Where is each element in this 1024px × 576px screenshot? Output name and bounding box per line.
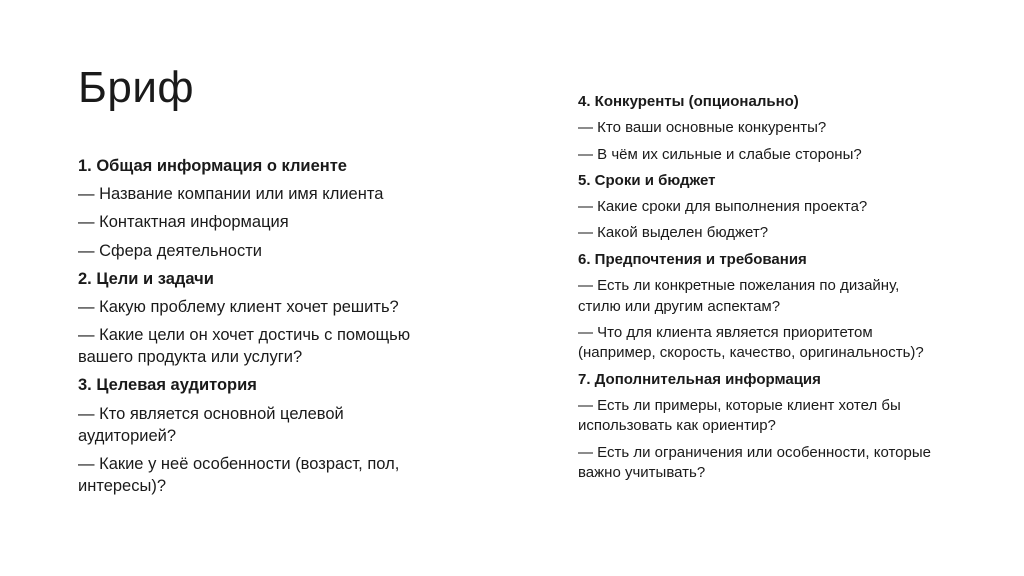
list-item: — Что для клиента является приоритетом (например, скорость, качество, оригинальность)? [578, 323, 924, 362]
list-item: — Есть ли конкретные пожелания по дизайну, стилю или другим аспектам? [578, 277, 900, 315]
list-item: — Название компании или имя клиента [78, 185, 384, 204]
list-item: — Кто ваши основные конкуренты? [578, 119, 827, 137]
section-heading: 5. Сроки и бюджет [578, 171, 716, 189]
section-heading: 3. Целевая аудитория [78, 376, 257, 395]
section-heading: 1. Общая информация о клиенте [78, 157, 347, 175]
list-item: — Есть ли ограничения или особенности, которые важно учитывать? [578, 443, 931, 482]
right-column [578, 92, 938, 490]
section-heading: 4. Конкуренты (опционально) [578, 93, 799, 110]
section-heading: 6. Предпочтения и требования [578, 250, 807, 268]
list-item: — Какие у неё особенности (возраст, пол, интересы)? [78, 454, 400, 495]
list-item: — Контактная информация [78, 213, 289, 232]
list-item: — Какой выделен бюджет? [578, 224, 769, 242]
slide-title: Бриф [78, 63, 195, 112]
section-heading: 2. Цели и задачи [78, 269, 214, 288]
list-item: — В чём их сильные и слабые стороны? [578, 145, 862, 163]
list-item: — Кто является основной целевой аудиторией? [78, 404, 344, 445]
list-item: — Какие сроки для выполнения проекта? [578, 198, 868, 216]
section-heading: 7. Дополнительная информация [578, 370, 821, 388]
left-column [78, 155, 438, 503]
list-item: — Есть ли примеры, которые клиент хотел бы использовать как ориентир? [578, 396, 901, 435]
list-item: — Сфера деятельности [78, 241, 262, 260]
list-item: — Какую проблему клиент хочет решить? [78, 297, 399, 316]
list-item: — Какие цели он хочет достичь с помощью вашего продукта или услуги? [78, 326, 411, 367]
